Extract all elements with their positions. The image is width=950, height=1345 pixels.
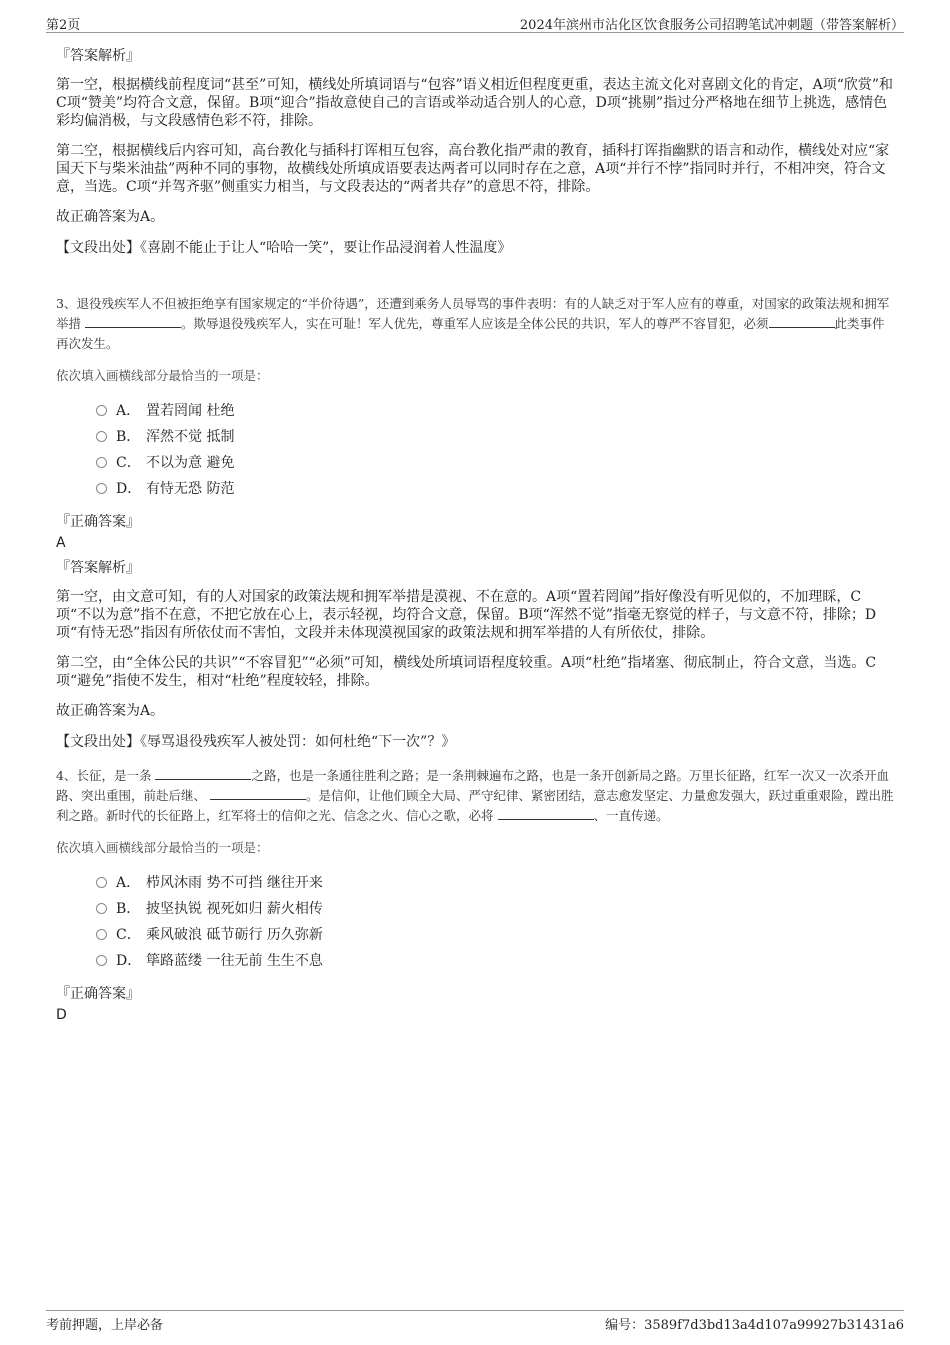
blank-2 bbox=[210, 787, 306, 800]
q3-analysis-paragraph-1: 第一空，由文意可知，有的人对国家的政策法规和拥军举措是漠视、不在意的。A项“置若罔闻”指好像没有听见似的，不加理睬，C项“不以为意”指不在意，不把它放在心上，表示轻视，均符合文意，保留。B项“浑然不觉”指毫无察觉的样子，与文意不符，排除；D项“有恃无恐”指因有所依仗而不害怕，文段并未体现漠视国家的政策法规和拥军举措的人有所依仗，排除。 bbox=[56, 589, 877, 641]
blank-1 bbox=[85, 315, 181, 328]
q3-option-a[interactable]: A． 置若罔闻 杜绝 bbox=[96, 398, 896, 424]
footer-slogan: 考前押题，上岸必备 bbox=[46, 1318, 164, 1333]
radio-button-icon[interactable] bbox=[96, 877, 107, 888]
document-code: 编号：3589f7d3bd13a4d107a99927b31431a6 bbox=[605, 1318, 904, 1333]
radio-button-icon[interactable] bbox=[96, 929, 107, 940]
q2-conclusion: 故正确答案为A。 bbox=[56, 209, 165, 225]
q3-prompt: 依次填入画横线部分最恰当的一项是： bbox=[56, 368, 269, 383]
q4-option-a[interactable]: A． 栉风沐雨 势不可挡 继往开来 bbox=[96, 870, 896, 896]
blank-3 bbox=[498, 807, 594, 820]
q4-stem: 4、长征，是一条 之路，也是一条通往胜利之路；是一条荆棘遍布之路，也是一条开创新局之路。万里长征路，红军一次又一次杀开血路、突出重围，前赴后继、 。是信仰，让他们顾全大局、严守纪律、紧密团结，意志愈发坚定、力量愈发强大，跃过重重艰险，蹚出胜利之路。新时代的长征路上，红军将士的信仰之光、信念之火、信心之歌，必将 、一直传递。 bbox=[56, 768, 894, 823]
q4-options bbox=[96, 870, 896, 974]
blank-1 bbox=[155, 767, 251, 780]
q3-analysis-paragraph-2: 第二空，由“全体公民的共识”“不容冒犯”“必须”可知，横线处所填词语程度较重。A项“杜绝”指堵塞、彻底制止，符合文意，当选。C项“避免”指使不发生，相对“杜绝”程度较轻，排除。 bbox=[56, 655, 877, 689]
q3-stem: 3、退役残疾军人不但被拒绝享有国家规定的“半价待遇”，还遭到乘务人员辱骂的事件表明：有的人缺乏对于军人应有的尊重，对国家的政策法规和拥军举措 。欺辱退役残疾军人，实在可耻！军人优先，尊重军人应该是全体公民的共识，军人的尊严不容冒犯，必须 此类事件再次发生。 bbox=[56, 296, 890, 351]
page-footer bbox=[46, 1310, 904, 1332]
q3-option-c[interactable]: C． 不以为意 避免 bbox=[96, 450, 896, 476]
page-number: 第2页 bbox=[46, 18, 81, 33]
page-header bbox=[46, 14, 904, 33]
q2-analysis-paragraph-2: 第二空，根据横线后内容可知，高台教化与插科打诨相互包容，高台教化指严肃的教育，插科打诨指幽默的语言和动作，横线处对应“家国天下与柴米油盐”两种不同的事物，故横线处所填成语要表达两者可以同时存在之意，A项“并行不悖”指同时并行，不相冲突，符合文意，当选。C项“并驾齐驱”侧重实力相当，与文段表达的“两者共存”的意思不符，排除。 bbox=[56, 143, 890, 195]
radio-button-icon[interactable] bbox=[96, 431, 107, 442]
blank-2 bbox=[769, 315, 835, 328]
q3-analysis-heading: 『答案解析』 bbox=[56, 560, 140, 576]
q4-option-b[interactable]: B． 披坚执锐 视死如归 薪火相传 bbox=[96, 896, 896, 922]
radio-button-icon[interactable] bbox=[96, 405, 107, 416]
q3-option-b[interactable]: B． 浑然不觉 抵制 bbox=[96, 424, 896, 450]
q4-option-c[interactable]: C． 乘风破浪 砥节砺行 历久弥新 bbox=[96, 922, 896, 948]
q4-answer-heading: 『正确答案』 bbox=[56, 986, 140, 1002]
q2-analysis-heading: 『答案解析』 bbox=[56, 48, 140, 64]
q3-option-d[interactable]: D． 有恃无恐 防范 bbox=[96, 476, 896, 502]
q3-answer-heading: 『正确答案』 bbox=[56, 514, 140, 530]
document-title: 2024年滨州市沾化区饮食服务公司招聘笔试冲刺题（带答案解析） bbox=[519, 18, 904, 33]
q3-options bbox=[96, 398, 896, 502]
radio-button-icon[interactable] bbox=[96, 457, 107, 468]
q3-conclusion: 故正确答案为A。 bbox=[56, 703, 165, 719]
q2-analysis-paragraph-1: 第一空，根据横线前程度词“甚至”可知，横线处所填词语与“包容”语义相近但程度更重，表达主流文化对喜剧文化的肯定，A项“欣赏”和C项“赞美”均符合文意，保留。B项“迎合”指故意使自己的言语或举动适合别人的心意，D项“挑剔”指过分严格地在细节上挑选，感情色彩均偏消极，与文段感情色彩不符，排除。 bbox=[56, 77, 894, 129]
q3-answer: A bbox=[56, 535, 66, 551]
radio-button-icon[interactable] bbox=[96, 483, 107, 494]
page-content bbox=[56, 44, 896, 1028]
q4-answer: D bbox=[56, 1007, 67, 1023]
q2-source: 【文段出处】《喜剧不能止于让人“哈哈一笑”，要让作品浸润着人性温度》 bbox=[56, 240, 512, 256]
radio-button-icon[interactable] bbox=[96, 955, 107, 966]
q3-source: 【文段出处】《辱骂退役残疾军人被处罚：如何杜绝“下一次”？》 bbox=[56, 734, 456, 750]
q4-option-d[interactable]: D． 筚路蓝缕 一往无前 生生不息 bbox=[96, 948, 896, 974]
radio-button-icon[interactable] bbox=[96, 903, 107, 914]
q4-prompt: 依次填入画横线部分最恰当的一项是： bbox=[56, 840, 269, 855]
